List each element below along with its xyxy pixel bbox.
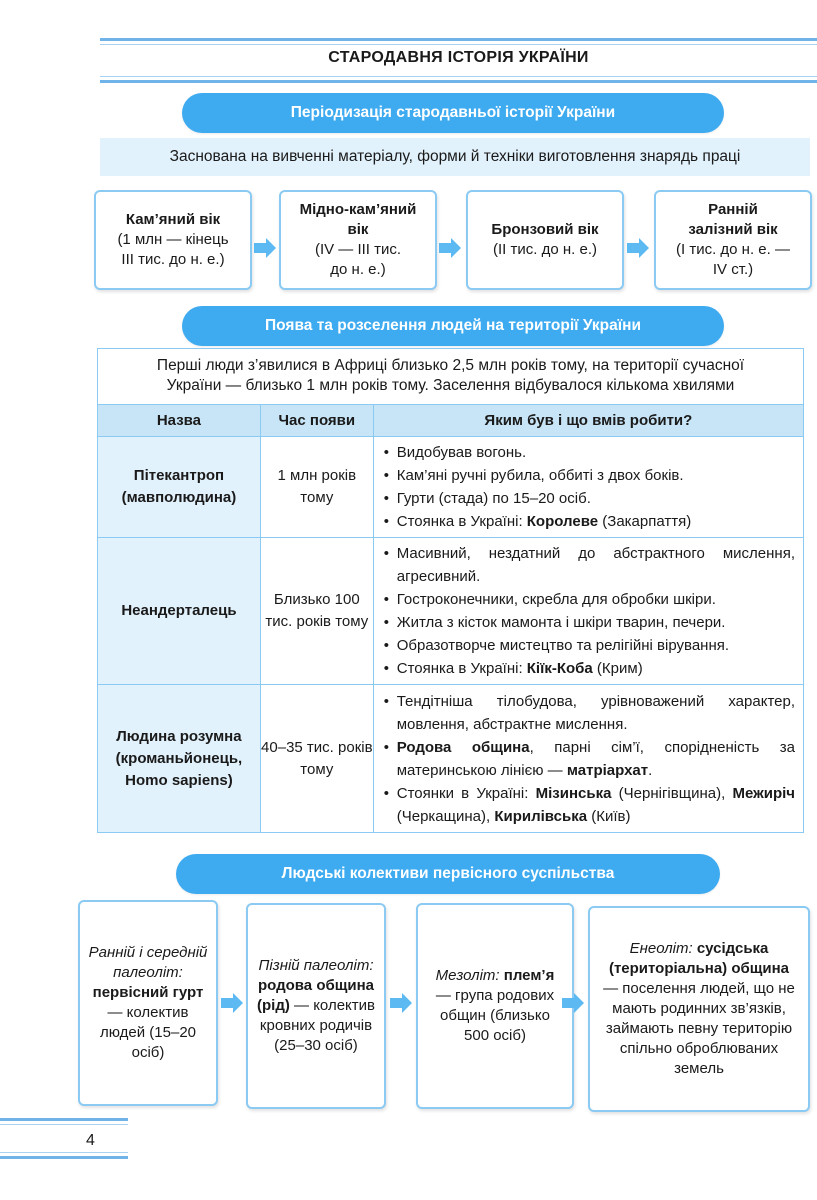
table-row — [98, 685, 804, 833]
abilities-cell — [373, 685, 803, 833]
list-item: • Образотворче мистецтво та релігійні вірування. — [384, 634, 795, 657]
intro-line: Перші люди з’явилися в Африці близько 2,5 млн років тому, на території сучасної — [156, 357, 745, 374]
list-item: • Тендітніша тілобудова, урівноважений характер, мовлення, абстрактне мислення. — [384, 690, 795, 736]
header-rule-top-thin — [100, 44, 817, 45]
arrow-right-icon — [233, 993, 243, 1013]
human-type-name: Неандерталець — [98, 538, 261, 685]
arrow-right-icon — [639, 238, 649, 258]
arrow-right-icon — [574, 993, 584, 1013]
list-item: • Кам’яні ручні рубила, оббиті з двох боків. — [384, 464, 795, 487]
arrow-right-icon — [266, 238, 276, 258]
appearance-time: Близько 100 тис. років тому — [260, 538, 373, 685]
period-name: Мідно-кам’яний вік — [299, 201, 417, 238]
list-item: • Гостроконечники, скребла для обробки шкіри. — [384, 588, 795, 611]
table-row — [98, 538, 804, 685]
collective-box-mesolithic — [416, 903, 574, 1109]
page-title: СТАРОДАВНЯ ІСТОРІЯ УКРАЇНИ — [328, 49, 589, 66]
header-rule-top — [100, 38, 817, 41]
header-rule-bottom — [100, 80, 817, 83]
period-box-stone-age — [94, 190, 252, 290]
section-banner-settlement: Поява та розселення людей на території України — [182, 306, 724, 346]
period-name: Бронзовий вік — [491, 221, 599, 238]
table-row — [98, 437, 804, 538]
period-name: Кам’яний вік — [125, 211, 221, 228]
abilities-cell — [373, 538, 803, 685]
periodization-basis: Заснована на вивченні матеріалу, форми й техніки виготовлення знарядь праці — [100, 138, 810, 176]
column-header: Час появи — [260, 405, 373, 437]
collective-text: Мезоліт: плем’я — група родових общин (близько 500 осіб) — [435, 967, 555, 1044]
collective-text: Енеоліт: сусідська (територіальна) община — поселення людей, що не мають родинних зв’язків, займають певну територію спільно оброблюваних земель — [603, 940, 795, 1077]
list-item: • Стоянка в Україні: Королеве (Закарпаття) — [384, 510, 795, 533]
header-rule-bottom-thin — [100, 76, 817, 77]
period-dates: (1 млн — кінець — [117, 231, 229, 248]
list-item: • Родова община, парні сім’ї, спорідненість за материнською лінією — матріархат. — [384, 736, 795, 782]
footer-rule-bottom-thin — [0, 1152, 128, 1153]
list-item: • Гурти (стада) по 15–20 осіб. — [384, 487, 795, 510]
period-name: Ранній залізний вік — [688, 201, 778, 238]
human-types-table — [97, 404, 804, 833]
period-dates: III тис. до н. е.) — [121, 251, 225, 268]
period-box-early-iron-age — [654, 190, 812, 290]
appearance-time: 40–35 тис. років тому — [260, 685, 373, 833]
footer-rule-top — [0, 1118, 128, 1121]
human-type-name: Пітекантроп (мавполюдина) — [98, 437, 261, 538]
list-item: • Житла з кісток мамонта і шкіри тварин, печери. — [384, 611, 795, 634]
collective-text: Ранній і середній палеоліт: первісний гурт — колектив людей (15–20 осіб) — [88, 944, 208, 1061]
collective-box-late-paleolithic — [246, 903, 386, 1109]
list-item: • Стоянки в Україні: Мізинська (Чернігівщина), Межиріч (Черкащина), Кирилівська (Київ) — [384, 782, 795, 828]
period-dates: до н. е.) — [330, 261, 386, 278]
intro-line: України — близько 1 млн років тому. Заселення відбувалося кількома хвилями — [166, 377, 735, 394]
human-type-name: Людина розумна (кроманьйонець, Homo sapiens) — [98, 685, 261, 833]
arrow-right-icon — [451, 238, 461, 258]
list-item: • Масивний, нездатний до абстрактного мислення, агресивний. — [384, 542, 795, 588]
collective-box-early-paleolithic — [78, 900, 218, 1106]
settlement-intro — [97, 348, 804, 405]
footer-rule-top-thin — [0, 1124, 128, 1125]
period-box-bronze-age — [466, 190, 624, 290]
period-dates: IV ст.) — [712, 261, 754, 278]
footer-rule-bottom — [0, 1156, 128, 1159]
column-header: Яким був і що вмів робити? — [373, 405, 803, 437]
abilities-cell — [373, 437, 803, 538]
list-item: • Стоянка в Україні: Кіїк-Коба (Крим) — [384, 657, 795, 680]
period-dates: (IV — III тис. — [314, 241, 402, 258]
page-number: 4 — [86, 1132, 95, 1149]
period-box-copper-stone-age — [279, 190, 437, 290]
column-header: Назва — [98, 405, 261, 437]
appearance-time: 1 млн років тому — [260, 437, 373, 538]
period-dates: (I тис. до н. е. — — [676, 241, 790, 258]
arrow-right-icon — [402, 993, 412, 1013]
table-header-row — [98, 405, 804, 437]
collective-text: Пізній палеоліт: родова община (рід) — колектив кровних родичів (25–30 осіб) — [257, 957, 375, 1054]
section-banner-periodization: Періодизація стародавньої історії України — [182, 93, 724, 133]
collective-box-eneolithic — [588, 906, 810, 1112]
list-item: • Видобував вогонь. — [384, 441, 795, 464]
section-banner-collectives: Людські колективи первісного суспільства — [176, 854, 720, 894]
period-dates: (II тис. до н. е.) — [493, 241, 597, 258]
